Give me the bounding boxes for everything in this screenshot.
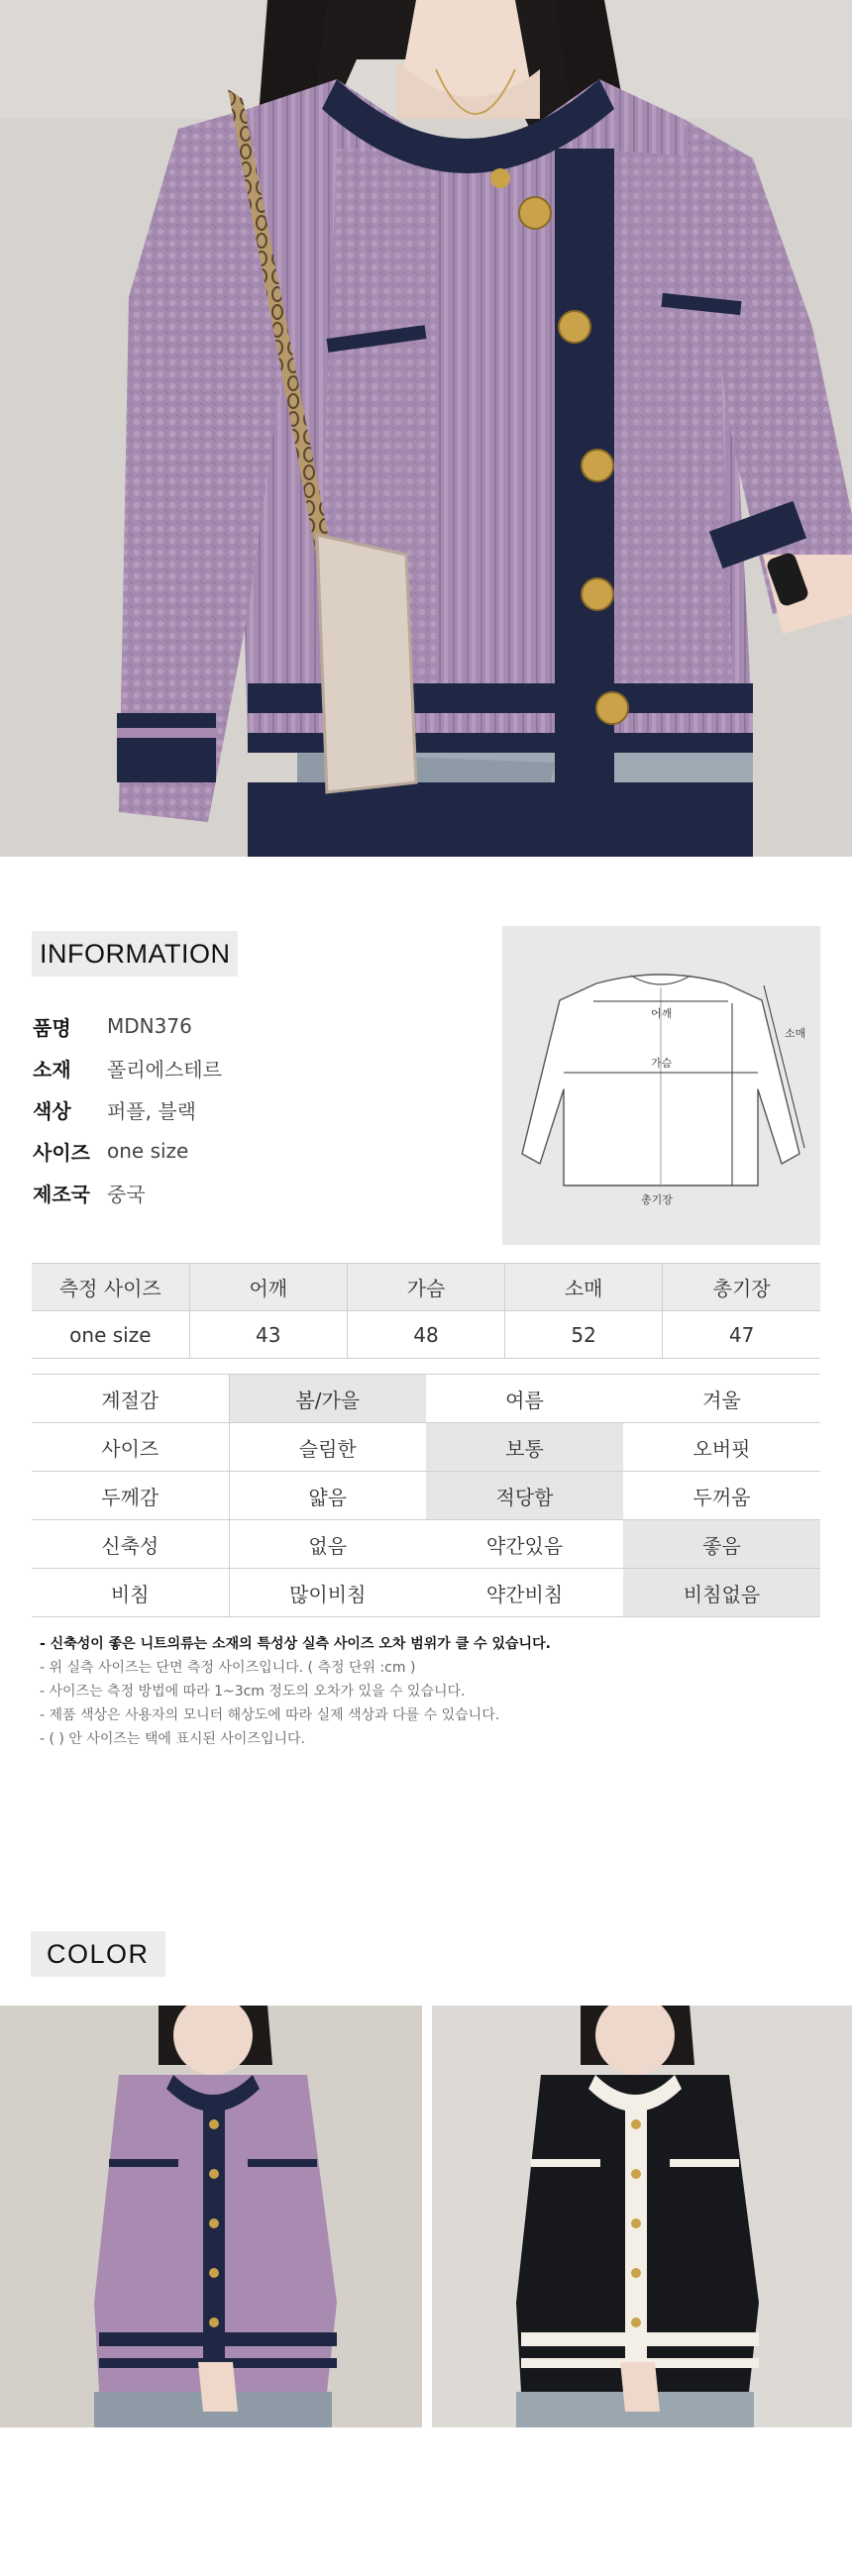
spec-value: MDN376 [107, 1014, 192, 1038]
attribute-label: 계절감 [32, 1375, 229, 1423]
size-table-cell: 47 [663, 1311, 820, 1359]
size-table-row [32, 1311, 820, 1359]
diagram-label-sleeve: 소매 [785, 1027, 806, 1040]
attribute-option: 많이비침 [229, 1569, 426, 1617]
spec-key: 품명 [33, 1015, 71, 1040]
spec-row-color [33, 1088, 449, 1130]
spec-row-origin [33, 1172, 449, 1213]
attribute-row-sheerness [32, 1569, 820, 1617]
size-table-header-row [32, 1264, 820, 1311]
attribute-label: 두께감 [32, 1472, 229, 1520]
hero-product-photo [0, 0, 852, 857]
note-line: - 제품 색상은 사용자의 모니터 해상도에 따라 실제 색상과 다를 수 있습니다. [40, 1707, 500, 1723]
color-swatch-black [432, 2006, 852, 2427]
attribute-option: 약간있음 [426, 1520, 623, 1569]
spec-value: 중국 [107, 1182, 146, 1206]
spec-row-material [33, 1047, 449, 1088]
size-table [32, 1263, 820, 1359]
attribute-option: 슬림한 [229, 1423, 426, 1472]
spec-value: 폴리에스테르 [107, 1057, 222, 1082]
note-line: - ( ) 안 사이즈는 택에 표시된 사이즈입니다. [40, 1731, 305, 1747]
attribute-row-thickness [32, 1472, 820, 1520]
size-table-cell: one size [32, 1311, 189, 1359]
attribute-option: 여름 [426, 1375, 623, 1423]
attribute-option: 비침없음 [623, 1569, 820, 1617]
attribute-label: 신축성 [32, 1520, 229, 1569]
diagram-label-chest: 가슴 [651, 1057, 673, 1070]
note-line: - 위 실측 사이즈는 단면 측정 사이즈입니다. ( 측정 단위 :cm ) [40, 1660, 416, 1676]
spec-row-name [33, 1005, 449, 1047]
attribute-option: 오버핏 [623, 1423, 820, 1472]
swatch-2-hem-1 [521, 2332, 759, 2346]
note-line: - 사이즈는 측정 방법에 따라 1~3cm 정도의 오차가 있을 수 있습니다. [40, 1684, 466, 1700]
attribute-option: 없음 [229, 1520, 426, 1569]
attribute-option: 좋음 [623, 1520, 820, 1569]
diagram-label-shoulder: 어깨 [651, 1007, 673, 1020]
attribute-row-season [32, 1375, 820, 1423]
swatch-1-hem-1 [99, 2332, 337, 2346]
color-title: COLOR [31, 1931, 165, 1977]
size-table-header: 소매 [505, 1264, 663, 1311]
spec-value: one size [107, 1139, 189, 1163]
spec-key: 색상 [33, 1098, 71, 1123]
attribute-option: 봄/가을 [229, 1375, 426, 1423]
spec-row-size [33, 1130, 449, 1172]
spec-list [33, 1005, 449, 1213]
spec-key: 소재 [33, 1057, 71, 1082]
size-notes [40, 1632, 812, 1751]
swatch-2-placket [625, 2100, 647, 2397]
swatch-1-placket [203, 2100, 225, 2397]
attribute-option: 두꺼움 [623, 1472, 820, 1520]
attribute-row-fit [32, 1423, 820, 1472]
attribute-option: 겨울 [623, 1375, 820, 1423]
size-table-cell: 48 [347, 1311, 504, 1359]
spec-value: 퍼플, 블랙 [107, 1098, 196, 1123]
attribute-option: 적당함 [426, 1472, 623, 1520]
color-swatch-purple [0, 2006, 422, 2427]
size-table-header: 가슴 [347, 1264, 504, 1311]
size-table-header: 총기장 [663, 1264, 820, 1311]
attribute-label: 비침 [32, 1569, 229, 1617]
attribute-option: 얇음 [229, 1472, 426, 1520]
attribute-label: 사이즈 [32, 1423, 229, 1472]
information-title: INFORMATION [32, 931, 238, 977]
size-table-header: 측정 사이즈 [32, 1264, 189, 1311]
spec-key: 제조국 [33, 1182, 90, 1206]
measurement-diagram [502, 926, 820, 1245]
attribute-option: 보통 [426, 1423, 623, 1472]
size-table-header: 어깨 [189, 1264, 347, 1311]
attribute-option: 약간비침 [426, 1569, 623, 1617]
size-table-cell: 52 [505, 1311, 663, 1359]
note-line: - 신축성이 좋은 니트의류는 소재의 특성상 실측 사이즈 오차 범위가 클 수 있습니다. [40, 1636, 551, 1652]
attribute-table [32, 1374, 820, 1617]
diagram-label-length: 총기장 [641, 1193, 673, 1206]
spec-key: 사이즈 [33, 1140, 90, 1165]
size-table-cell: 43 [189, 1311, 347, 1359]
attribute-row-stretch [32, 1520, 820, 1569]
